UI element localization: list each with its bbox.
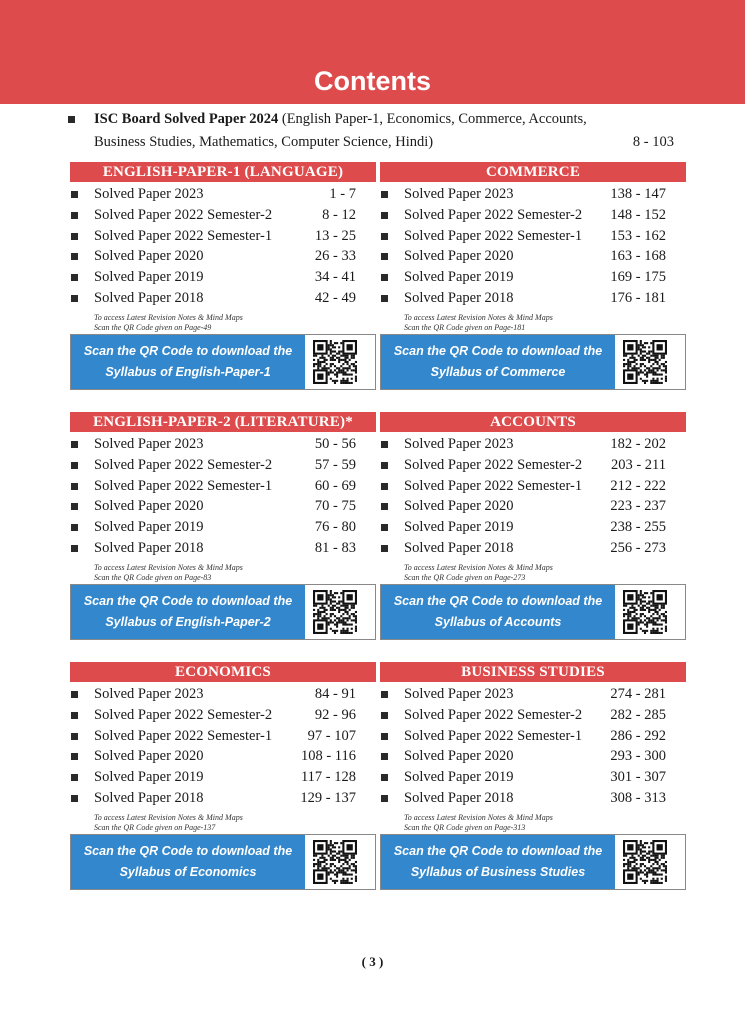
list-item — [380, 746, 686, 767]
list-item — [70, 455, 376, 476]
bullet-square-icon — [71, 462, 78, 469]
item-pages: 92 - 96 — [314, 706, 356, 723]
list-item — [380, 455, 686, 476]
revision-note-line2: Scan the QR Code given on Page-181 — [404, 322, 526, 332]
item-pages: 286 - 292 — [610, 727, 666, 744]
list-item — [70, 684, 376, 705]
item-pages: 238 - 255 — [610, 519, 666, 536]
revision-note-line1: To access Latest Revision Notes & Mind Maps — [404, 313, 553, 322]
revision-note-line2: Scan the QR Code given on Page-273 — [404, 572, 526, 582]
bullet-square-icon — [68, 116, 75, 123]
item-label: Solved Paper 2018 — [404, 539, 514, 556]
item-label: Solved Paper 2020 — [94, 748, 204, 765]
section-economics — [70, 662, 376, 894]
revision-note — [404, 563, 553, 582]
qr-text-line2: Syllabus of Accounts — [434, 615, 562, 629]
list-item — [380, 226, 686, 247]
bullet-square-icon — [71, 712, 78, 719]
qr-text-line2: Syllabus of Economics — [119, 865, 257, 879]
bullet-square-icon — [381, 545, 388, 552]
item-label: Solved Paper 2020 — [94, 248, 204, 265]
revision-note — [94, 563, 243, 582]
bullet-square-icon — [71, 441, 78, 448]
qr-text-line1: Scan the QR Code to download the — [83, 344, 293, 358]
bullet-square-icon — [381, 691, 388, 698]
item-label: Solved Paper 2019 — [404, 769, 514, 786]
bullet-square-icon — [71, 191, 78, 198]
list-item — [380, 184, 686, 205]
bullet-square-icon — [71, 233, 78, 240]
bullet-square-icon — [381, 441, 388, 448]
revision-note-line2: Scan the QR Code given on Page-313 — [404, 822, 526, 832]
item-pages: 301 - 307 — [610, 769, 666, 786]
item-pages: 223 - 237 — [610, 498, 666, 515]
item-label: Solved Paper 2022 Semester-2 — [94, 456, 273, 473]
qr-code-icon[interactable] — [623, 340, 667, 384]
item-label: Solved Paper 2019 — [94, 769, 204, 786]
item-label: Solved Paper 2023 — [404, 686, 514, 702]
bullet-square-icon — [381, 212, 388, 219]
list-item — [380, 538, 686, 559]
section-english-paper-2 — [70, 412, 376, 644]
qr-code-icon[interactable] — [623, 590, 667, 634]
bullet-square-icon — [381, 253, 388, 260]
list-item — [70, 205, 376, 226]
page-number: ( 3 ) — [361, 954, 384, 969]
qr-download-text — [381, 335, 615, 389]
item-label: Solved Paper 2023 — [94, 686, 204, 702]
bullet-square-icon — [71, 212, 78, 219]
intro-line-2 — [94, 132, 678, 152]
item-pages: 117 - 128 — [300, 769, 356, 786]
item-pages: 148 - 152 — [610, 206, 666, 223]
bullet-square-icon — [71, 483, 78, 490]
section-list — [70, 434, 376, 559]
qr-download-text — [381, 835, 615, 889]
bullet-square-icon — [71, 691, 78, 698]
bullet-square-icon — [71, 524, 78, 531]
item-pages: 84 - 91 — [314, 686, 356, 702]
revision-note — [94, 813, 243, 832]
bullet-square-icon — [381, 795, 388, 802]
item-label: Solved Paper 2022 Semester-1 — [404, 727, 583, 744]
list-item — [380, 726, 686, 747]
bullet-square-icon — [381, 462, 388, 469]
item-label: Solved Paper 2022 Semester-1 — [404, 477, 583, 494]
section-list — [380, 184, 686, 309]
item-label: Solved Paper 2019 — [94, 519, 204, 536]
intro-rest: (English Paper-1, Economics, Commerce, Accounts, — [278, 111, 587, 127]
section-header: BUSINESS STUDIES — [380, 662, 686, 682]
revision-note-line2: Scan the QR Code given on Page-49 — [94, 322, 212, 332]
list-item — [380, 434, 686, 455]
item-pages: 13 - 25 — [314, 227, 356, 244]
item-pages: 203 - 211 — [610, 456, 666, 473]
qr-download-text — [71, 835, 305, 889]
list-item — [70, 538, 376, 559]
section-header: ECONOMICS — [70, 662, 376, 682]
item-pages: 212 - 222 — [610, 477, 666, 494]
item-label: Solved Paper 2023 — [94, 186, 204, 202]
list-item — [380, 788, 686, 809]
list-item — [70, 788, 376, 809]
bullet-square-icon — [71, 545, 78, 552]
bullet-square-icon — [71, 253, 78, 260]
item-label: Solved Paper 2023 — [404, 186, 514, 202]
item-pages: 50 - 56 — [314, 436, 356, 452]
item-pages: 176 - 181 — [610, 289, 666, 306]
item-pages: 81 - 83 — [314, 539, 356, 556]
bullet-square-icon — [381, 733, 388, 740]
qr-text-line1: Scan the QR Code to download the — [83, 844, 293, 858]
section-header: ACCOUNTS — [380, 412, 686, 432]
item-label: Solved Paper 2022 Semester-1 — [404, 227, 583, 244]
qr-text-line1: Scan the QR Code to download the — [83, 594, 293, 608]
section-accounts — [380, 412, 686, 644]
item-pages: 34 - 41 — [314, 269, 356, 286]
item-pages: 138 - 147 — [610, 186, 666, 202]
item-pages: 60 - 69 — [314, 477, 356, 494]
item-pages: 256 - 273 — [610, 539, 666, 556]
section-english-paper-1 — [70, 162, 376, 394]
qr-text-line2: Syllabus of Business Studies — [410, 865, 586, 879]
list-item — [70, 767, 376, 788]
item-label: Solved Paper 2019 — [94, 269, 204, 286]
qr-download-text — [71, 585, 305, 639]
item-pages: 169 - 175 — [610, 269, 666, 286]
section-header: ENGLISH-PAPER-2 (LITERATURE)* — [70, 412, 376, 432]
bullet-square-icon — [381, 295, 388, 302]
list-item — [70, 517, 376, 538]
list-item — [70, 746, 376, 767]
item-pages: 182 - 202 — [610, 436, 666, 452]
bullet-square-icon — [381, 503, 388, 510]
list-item — [380, 267, 686, 288]
revision-note-line1: To access Latest Revision Notes & Mind Maps — [94, 313, 243, 322]
bullet-square-icon — [381, 191, 388, 198]
item-label: Solved Paper 2020 — [404, 498, 514, 515]
section-list — [380, 684, 686, 809]
section-list — [70, 184, 376, 309]
item-pages: 153 - 162 — [610, 227, 666, 244]
item-pages: 76 - 80 — [314, 519, 356, 536]
bullet-square-icon — [71, 295, 78, 302]
item-label: Solved Paper 2019 — [404, 269, 514, 286]
bullet-square-icon — [381, 233, 388, 240]
item-pages: 1 - 7 — [329, 186, 356, 202]
qr-text-line2: Syllabus of English-Paper-2 — [105, 615, 271, 629]
item-label: Solved Paper 2018 — [404, 289, 514, 306]
list-item — [380, 767, 686, 788]
list-item — [70, 226, 376, 247]
item-pages: 70 - 75 — [314, 498, 356, 515]
item-pages: 42 - 49 — [314, 289, 356, 306]
item-pages: 108 - 116 — [300, 748, 356, 765]
qr-text-line1: Scan the QR Code to download the — [393, 344, 603, 358]
qr-download-text — [381, 585, 615, 639]
list-item — [380, 476, 686, 497]
item-label: Solved Paper 2018 — [94, 539, 204, 556]
qr-download-box — [70, 584, 376, 640]
qr-code-icon[interactable] — [313, 590, 357, 634]
revision-note — [404, 813, 553, 832]
item-label: Solved Paper 2022 Semester-2 — [94, 206, 273, 223]
item-label: Solved Paper 2018 — [94, 289, 204, 306]
list-item — [70, 496, 376, 517]
revision-note-line2: Scan the QR Code given on Page-83 — [94, 572, 212, 582]
revision-note-line1: To access Latest Revision Notes & Mind Maps — [404, 813, 553, 822]
item-label: Solved Paper 2022 Semester-2 — [404, 456, 583, 473]
list-item — [70, 705, 376, 726]
bullet-square-icon — [71, 774, 78, 781]
intro-bold: ISC Board Solved Paper 2024 — [94, 111, 279, 127]
intro-subjects: Business Studies, Mathematics, Computer Science, Hindi) — [94, 134, 434, 150]
section-header: ENGLISH-PAPER-1 (LANGUAGE) — [70, 162, 376, 182]
qr-download-box — [380, 584, 686, 640]
item-label: Solved Paper 2018 — [404, 789, 514, 806]
qr-text-line1: Scan the QR Code to download the — [393, 594, 603, 608]
bullet-square-icon — [71, 753, 78, 760]
item-label: Solved Paper 2020 — [94, 498, 204, 515]
qr-text-line1: Scan the QR Code to download the — [393, 844, 603, 858]
item-pages: 282 - 285 — [610, 706, 666, 723]
section-commerce — [380, 162, 686, 394]
revision-note — [94, 313, 243, 332]
bullet-square-icon — [381, 774, 388, 781]
bullet-square-icon — [381, 712, 388, 719]
item-pages: 97 - 107 — [307, 727, 356, 744]
item-label: Solved Paper 2022 Semester-1 — [94, 727, 273, 744]
intro-text — [94, 109, 587, 129]
item-pages: 8 - 12 — [322, 206, 356, 223]
list-item — [380, 684, 686, 705]
item-label: Solved Paper 2022 Semester-2 — [404, 706, 583, 723]
item-label: Solved Paper 2018 — [94, 789, 204, 806]
bullet-square-icon — [381, 483, 388, 490]
item-label: Solved Paper 2020 — [404, 748, 514, 765]
bullet-square-icon — [381, 753, 388, 760]
bullet-square-icon — [381, 524, 388, 531]
item-label: Solved Paper 2020 — [404, 248, 514, 265]
qr-code-icon[interactable] — [313, 840, 357, 884]
qr-text-line2: Syllabus of Commerce — [430, 365, 566, 379]
item-label: Solved Paper 2023 — [94, 436, 204, 452]
item-label: Solved Paper 2023 — [404, 436, 514, 452]
item-pages: 308 - 313 — [610, 789, 666, 806]
qr-code-icon[interactable] — [623, 840, 667, 884]
qr-code-icon[interactable] — [313, 340, 357, 384]
qr-download-box — [380, 334, 686, 390]
section-header: COMMERCE — [380, 162, 686, 182]
list-item — [380, 517, 686, 538]
section-list — [70, 684, 376, 809]
item-label: Solved Paper 2019 — [404, 519, 514, 536]
list-item — [70, 726, 376, 747]
qr-download-text — [71, 335, 305, 389]
bullet-square-icon — [71, 795, 78, 802]
bullet-square-icon — [381, 274, 388, 281]
qr-download-box — [70, 834, 376, 890]
item-pages: 163 - 168 — [610, 248, 666, 265]
list-item — [380, 205, 686, 226]
item-label: Solved Paper 2022 Semester-2 — [94, 706, 273, 723]
revision-note-line1: To access Latest Revision Notes & Mind Maps — [94, 813, 243, 822]
list-item — [70, 434, 376, 455]
item-pages: 293 - 300 — [610, 748, 666, 765]
bullet-square-icon — [71, 274, 78, 281]
item-pages: 129 - 137 — [300, 789, 356, 806]
bullet-square-icon — [71, 503, 78, 510]
item-pages: 57 - 59 — [314, 456, 356, 473]
list-item — [70, 476, 376, 497]
item-pages: 274 - 281 — [610, 686, 666, 702]
qr-download-box — [70, 334, 376, 390]
qr-download-box — [380, 834, 686, 890]
bullet-square-icon — [71, 733, 78, 740]
list-item — [380, 288, 686, 309]
list-item — [70, 184, 376, 205]
page-title: Contents — [314, 66, 431, 96]
revision-note-line1: To access Latest Revision Notes & Mind Maps — [404, 563, 553, 572]
list-item — [380, 246, 686, 267]
list-item — [380, 496, 686, 517]
list-item — [70, 288, 376, 309]
list-item — [380, 705, 686, 726]
item-label: Solved Paper 2022 Semester-1 — [94, 477, 273, 494]
list-item — [70, 246, 376, 267]
item-label: Solved Paper 2022 Semester-1 — [94, 227, 273, 244]
intro-pages: 8 - 103 — [632, 134, 674, 150]
revision-note-line1: To access Latest Revision Notes & Mind Maps — [94, 563, 243, 572]
item-pages: 26 - 33 — [314, 248, 356, 265]
revision-note-line2: Scan the QR Code given on Page-137 — [94, 822, 216, 832]
section-business-studies — [380, 662, 686, 894]
revision-note — [404, 313, 553, 332]
qr-text-line2: Syllabus of English-Paper-1 — [105, 365, 271, 379]
section-list — [380, 434, 686, 559]
item-label: Solved Paper 2022 Semester-2 — [404, 206, 583, 223]
header-banner — [0, 0, 745, 104]
list-item — [70, 267, 376, 288]
